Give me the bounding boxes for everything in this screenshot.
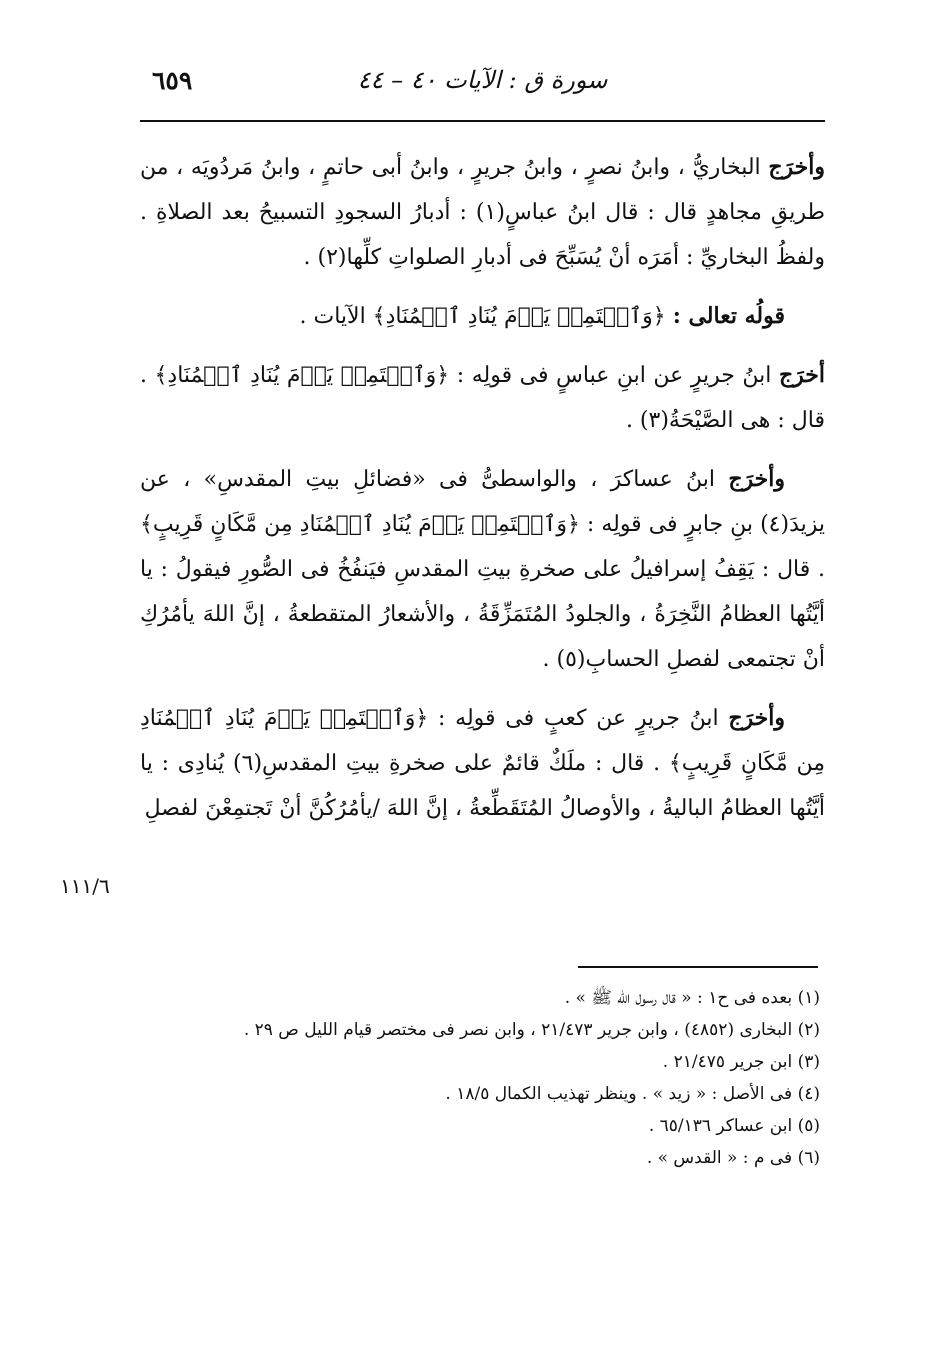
paragraph xyxy=(140,457,825,682)
footnote: (٥) ابن عساكر ٦٥/١٣٦ . xyxy=(648,1116,820,1136)
footnote: (٦) فى م : « القدس » . xyxy=(646,1148,820,1168)
footnote-divider xyxy=(578,966,818,968)
paragraph-text: ابنُ جريرٍ عن ابنِ عباسٍ فى قولِه : ﴿وَٱسۡتَمِعۡ يَوۡمَ يُنَادِ ٱلۡمُنَادِ﴾ . قال : هى الصَّيْحَةُ(٣) . xyxy=(140,363,825,433)
footnote: (٢) البخارى (٤٨٥٢) ، وابن جرير ٢١/٤٧٣ ، وابن نصر فى مختصر قيام الليل ص ٢٩ . xyxy=(243,1020,820,1040)
paragraph xyxy=(140,145,825,280)
paragraph-text: البخاريُّ ، وابنُ نصرٍ ، وابنُ جريرٍ ، وابنُ أبى حاتمٍ ، وابنُ مَردُويَه ، من طريقِ مجاهدٍ قال : قال ابنُ عباسٍ(١) : أدبارُ السجودِ التسبيحُ بعد الصلاةِ . ولفظُ البخاريِّ : أمَرَه أنْ يُسَبِّحَ فى أدبارِ الصلواتِ كلِّها(٢) . xyxy=(140,155,825,270)
paragraph-lead: وأخرَج xyxy=(728,466,785,492)
margin-reference: ١١١/٦ xyxy=(60,874,110,898)
paragraph-lead: قولُه تعالى : xyxy=(672,303,785,329)
paragraph xyxy=(140,353,825,443)
paragraph-text: ابنُ عساكرَ ، والواسطىُّ فى «فضائلِ بيتِ المقدسِ» ، عن يزيدَ(٤) بنِ جابرٍ فى قولِه : ﴿وَٱسۡتَمِعۡ يَوۡمَ يُنَادِ ٱلۡمُنَادِ مِن مَّكَانٍ قَرِيبٍ﴾ . قال : يَقِفُ إسرافيلُ على صخرةِ بيتِ المقدسِ فيَنفُخُ فى الصُّورِ فيقولُ : يا أيَّتُها العظامُ النَّخِرَةُ ، والجلودُ المُتَمَزِّقَةُ ، والأشعارُ المتقطعةُ ، إنَّ اللهَ يأمُرُكِ أنْ تجتمعى لفصلِ الحسابِ(٥) . xyxy=(140,467,825,672)
page-header xyxy=(140,56,825,122)
paragraph xyxy=(140,294,825,339)
running-title: سورة ق : الآيات ٤٠ – ٤٤ xyxy=(357,66,608,94)
paragraph-lead: أخرَج xyxy=(778,362,825,388)
footnote: (١) بعده فى ح١ : « قال رسول الله ﷺ » . xyxy=(564,988,820,1008)
paragraph-text: ابنُ جريرٍ عن كعبٍ فى قولِه : ﴿وَٱسۡتَمِعۡ يَوۡمَ يُنَادِ ٱلۡمُنَادِ مِن مَّكَانٍ قَرِيبٍ﴾ . قال : ملَكٌ قائمٌ على صخرةِ بيتِ المقدسِ(٦) يُنادِى : يا أيَّتُها العظامُ الباليةُ ، والأوصالُ المُتَقَطِّعةُ ، إنَّ اللهَ /يأمُرُكُنَّ أنْ تَجتمِعْنَ لفصلِ xyxy=(140,706,825,821)
paragraph-text: ﴿وَٱسۡتَمِعۡ يَوۡمَ يُنَادِ ٱلۡمُنَادِ﴾ الآيات . xyxy=(299,304,673,329)
paragraph-lead: وأخرَج xyxy=(728,705,785,731)
paragraph xyxy=(140,696,825,831)
main-text xyxy=(140,145,825,845)
page-number: ٦٥٩ xyxy=(152,66,193,95)
footnotes xyxy=(140,982,820,1174)
paragraph-lead: وأخرَج xyxy=(768,154,825,180)
footnote: (٣) ابن جرير ٢١/٤٧٥ . xyxy=(662,1052,820,1072)
footnote: (٤) فى الأصل : « زيد » . وينظر تهذيب الكمال ١٨/٥ . xyxy=(445,1084,820,1104)
